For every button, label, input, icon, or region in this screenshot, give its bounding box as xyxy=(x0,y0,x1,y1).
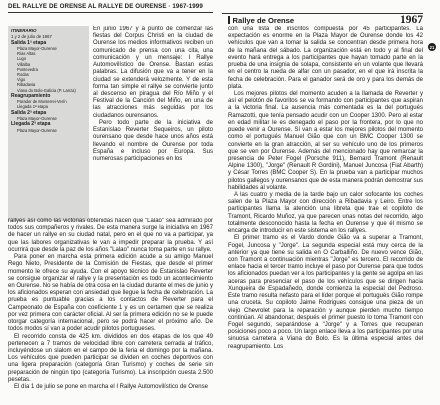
right-column xyxy=(228,26,423,398)
body-paragraph: El día 1 de julio se pone en marcha el I Rallye Automovilístico de Orense xyxy=(14,384,208,391)
body-paragraph: Para poner en marcha esta primera edición acude a su amigo Manuel Rego Nieto, Presidente de la Comisión de Fiestas, que desde el primer momento le ofrece su ayuda. Con el apoyo técnico de Estanislao Reverter se consigue organizar el rallye y la presentación es todo un acontecimiento en Ourense. No se había de otra cosa en la ciudad durante el mes de junio y los aficionados esperan con ansiedad que llegue la fecha de celebración. La prueba es puntuable gracias a los contactos de Reverter para el Campeonato de España con coeficiente 1 y es un certamen que se realiza por vez primera con carácter oficial. Al ser la primera edición no se le puede otorgar categoría internacional, pero se podrá hacer el próximo año. De todos modos sí van a poder acudir pilotos portugueses. xyxy=(8,254,213,333)
body-paragraph: El recorrido consta de 425 km. divididos en dos etapas de los que 49 pertenecen a 7 tramos de velocidad libre con carretera cerrada al tráfico, incluyéndose un slalom en el campo de la feria el domingo por la mañana. Los vehículos que pueden participar se dividen en coches deportivos con una ligera preparación (categoría Gran Turismo) y coches de serie sin preparación de ningún tipo (categoría Turismo). La inscripción cuesta 2.500 pesetas. xyxy=(8,333,213,383)
intro-paragraph: En junio 1967 y a punto de comenzar las fiestas del Corpus Christi en la ciudad de Ourense los medios informativos reciben un comunicado de prensa con una cita, una comunicación y un mensaje: I Rallye Automovilístico de Orense. Bastan estas palabras. La difusión que va a tener en la ciudad se extenderá velozmente. Y de esta forma tan simple el rallye se convierte junto al descenso en piragua del Río Miño y el Festival de la Canción del Miño, en una de las atracciones más seguidas por los ciudadanos ourensanos. xyxy=(93,26,213,119)
left-lower-column xyxy=(8,218,213,398)
body-paragraph: rallyes así como las victorias obtenidas hacen que "Lalao" sea admirado por todos sus compañeros y rivales. De esta manera surge la iniciativa en 1967 de hacer un rallye en su ciudad natal, pero en el que no va a participar, ya que las labores organizativas le van a impedir preparar la prueba. Y así ocurrirá que desde la paz de los años "Lalao" nunca toma parte en su rallye. xyxy=(8,218,213,253)
itinerary-stage: Llegada 2ª etapa xyxy=(11,121,51,128)
itinerary-stage: Salida 1ª etapa xyxy=(11,39,47,46)
page-number-badge: 21 xyxy=(429,44,435,50)
itinerary-place: Vigo xyxy=(17,77,26,83)
itinerary-place: Ribadavia xyxy=(17,82,36,88)
intro-paragraph-2: Pero todo parte de la iniciativa de Estanislao Reverter Sequeiros, un piloto ourensano que desde hace unos años está llevando el nombre de Ourense por toda España e incluso por Europa. Sus numerosas participaciones en los xyxy=(93,119,213,162)
itinerary-place: Pontevedra xyxy=(17,66,38,72)
itinerary-list xyxy=(11,40,86,133)
itinerary-place: Lugo xyxy=(17,56,27,62)
itinerary-place: Plaza Mayor-Ourense xyxy=(17,46,57,51)
running-title: DEL RALLYE DE ORENSE AL RALLYE DE OURENSE · 1967-1999 xyxy=(8,3,203,10)
itinerary-sidebar xyxy=(8,26,89,221)
itinerary-place: Villalba xyxy=(17,61,31,67)
itinerary-place: Plaza Mayor-Ourense xyxy=(17,127,57,133)
body-paragraph: A las cuatro y media de la tarde bajo un calor sofocante los coches salen de la Plaza Mayor con dirección a Ribadavia y Leiro. Entre los participantes llama la atención una libreta que trae el copiloto de Tramont, Ricardo Muñoz, ya que parecen unas notas del recorrido, algo totalmente desconocido hasta la fecha en Ourense y que él mismo se encarga de introducir en este sistema en los rallyes. xyxy=(228,192,423,235)
section-year: 1967 xyxy=(400,14,423,26)
itinerary-stage: Salida 2ª etapa xyxy=(11,109,47,116)
section-title: Rallye de Orense xyxy=(228,16,294,25)
body-paragraph: con una lista de inscritos compuesta por 45 participantes. La expectación es enorme en la Plaza Mayor de Ourense donde los 42 vehículos que van a tomar la salida se concentran desde primera hora de la mañana del sábado. La organización está en todo y al final del evento hará entrega a los participantes que hayan tomado parte en la prueba de una insignia de solapa, consistente en un volante que llevará en el centro la rueda de alfar con un pasador, en el que irá inscrita la fecha de celebración. Para el ganador será de oro y para los demás de plata. xyxy=(228,26,423,90)
itinerary-place: Rodas xyxy=(17,72,29,78)
itinerary-place: Plaza Mayor-Ourense xyxy=(17,116,57,122)
itinerary-place: Viana do Bolo-Galicia (P. Lanza) xyxy=(17,87,76,93)
body-paragraph: El primer tramo es el Vardo donde Gião va a superar a Tramont, Fogel, Juncosa y "Jorge". La segunda especial está muy cerca de la anterior ya que tiene su salida en O Carballiño. De nuevo vence Gião, con Tramont a continuación mientras "Jorge" es tercero. El recorrido de enlace hacia el tercer tramo incluye el paso por Ourense para que todos los aficionados puedan ver a los participantes y la gente se agolpa en las aceras para presenciar el paso de los vehículos que se dirigen hacia Xunqueira de Espadañedo, donde comienza la especial del Pedroso. Este tramo resulta nefasto para el líder porque el portugués Gião rompe una cruceta. Su copiloto Jaime Rodrigues consigue una pieza de un viejo Chevrolet para la reparación y aunque pierden mucho tiempo continúan. Al abandonar, después el primer puesto lo toma Tramont con Fogel segundo, separándose a "Jorge" y a Torres que recuperan posiciones poco a poco. Un largo enlace lleva a los participantes por una sinuosa carretera a Viana do Bolo. Es la última especial antes del reagrupamiento. Los xyxy=(228,235,423,350)
header-rule-left xyxy=(8,12,213,13)
itinerary-heading: ITINERARIO xyxy=(11,28,37,33)
itinerary-date: 1 y 2 de julio de 1967 xyxy=(11,34,52,39)
itinerary-place: Rías Altas xyxy=(17,51,36,57)
section-header xyxy=(228,14,423,26)
itinerary-place: Parador de Monterrei-Verín xyxy=(17,99,67,105)
body-paragraph: Los mejores pilotos del momento acuden a la llamada de Reverter y así el pelotón de favoritos se va formando con participantes que aspiran a la victoria final. La ausencia más comentada es la del portugués Ramazotti, que tenía pensado acudir con un Cooper 1300. Pero al estar en edad militar le es denegado el paso por la frontera, por lo que no puede venir a Ourense. Sí van a estar los mejores pilotos del momento como el portugués Manuel Gião que con un BMC Cooper 1300 se convierte en la gran atracción, al ser su vehículo uno de los primeros que se ven por Ourense. Además del mencionado hay que remarcar la presencia de Peter Fogel (Porsche 911), Bernard Tramont (Renault Alpine 1300), "Jorge" (Renault R Gordini), Manuel Juncosa (Fiat Abarth) y César Torres (BMC Cooper S). En la prueba van a participar muchos pilotos gallegos y ourensanos que de esta manera podrán demostrar sus habilidades al volante. xyxy=(228,90,423,191)
itinerary-place: Llegada 1ª etapa xyxy=(17,104,48,110)
intro-column xyxy=(93,26,213,219)
itinerary-stage: Reagrupamiento xyxy=(11,92,51,99)
